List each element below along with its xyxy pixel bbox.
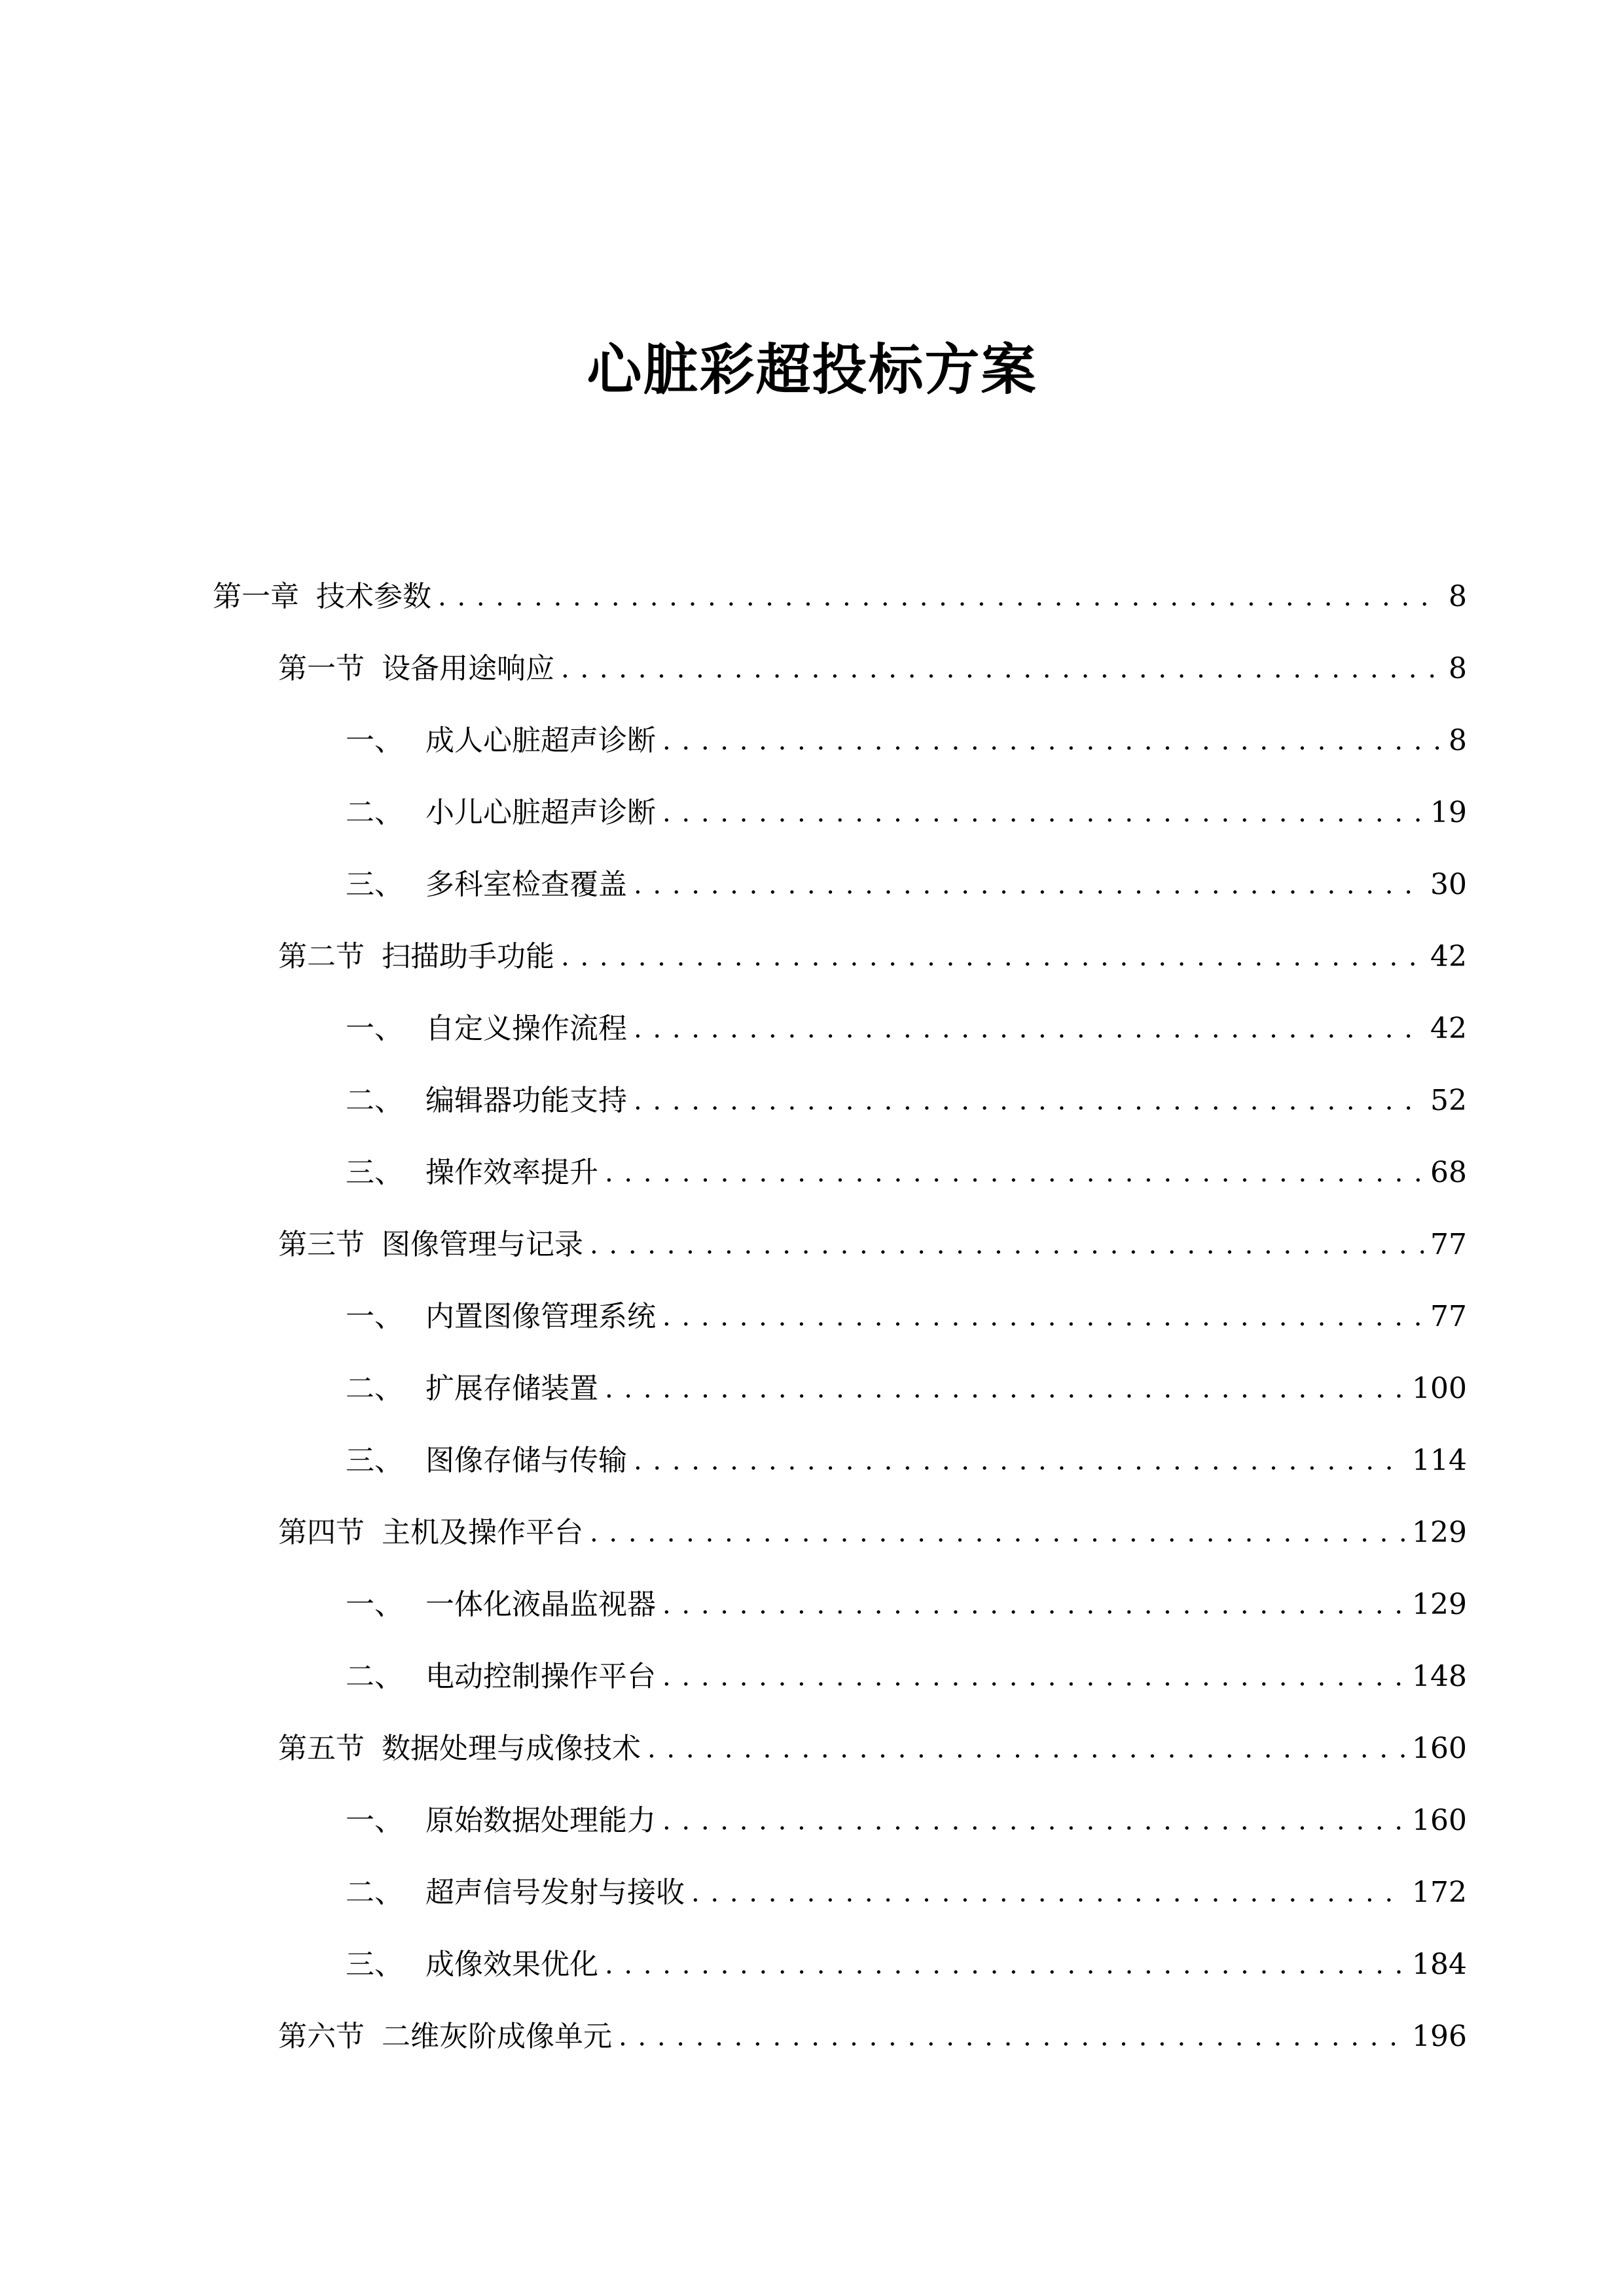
toc-dot-leader (590, 1219, 1424, 1271)
toc-entry-title: 自定义操作流程 (425, 1012, 627, 1045)
toc-dot-leader (438, 571, 1441, 623)
toc-entry-number: 三、 (346, 1444, 403, 1477)
toc-page-number: 100 (1412, 1372, 1467, 1405)
toc-dot-leader (634, 1003, 1424, 1055)
toc-entry-subsection[interactable] (346, 1579, 1467, 1631)
toc-entry-label (346, 1147, 598, 1199)
toc-entry-title: 一体化液晶监视器 (425, 1588, 656, 1621)
toc-entry-number: 一、 (346, 1804, 403, 1837)
toc-entry-section-3[interactable] (278, 1219, 1467, 1271)
toc-dot-leader (590, 1507, 1405, 1559)
toc-entry-label (278, 643, 554, 695)
toc-entry-label (346, 787, 656, 839)
toc-entry-number: 一、 (346, 1012, 403, 1045)
toc-entry-title: 电动控制操作平台 (425, 1660, 656, 1693)
toc-entry-section-6[interactable] (278, 2011, 1467, 2063)
toc-entry-number: 二、 (346, 1660, 403, 1693)
toc-entry-label (278, 931, 554, 983)
toc-entry-title: 图像管理与记录 (382, 1228, 583, 1261)
toc-entry-subsection[interactable] (346, 1363, 1467, 1415)
toc-entry-subsection[interactable] (346, 715, 1467, 767)
toc-entry-title: 多科室检查覆盖 (425, 868, 627, 901)
toc-entry-title: 小儿心脏超声诊断 (425, 796, 656, 829)
toc-page-number: 196 (1412, 2020, 1467, 2053)
toc-entry-subsection[interactable] (346, 1003, 1467, 1055)
toc-entry-number: 第二节 (278, 940, 365, 973)
toc-entry-title: 扩展存储装置 (425, 1372, 598, 1405)
toc-dot-leader (619, 2011, 1405, 2063)
toc-entry-label (346, 1795, 656, 1847)
toc-entry-title: 编辑器功能支持 (425, 1084, 627, 1117)
toc-entry-label (346, 859, 627, 911)
toc-entry-subsection[interactable] (346, 1291, 1467, 1343)
toc-dot-leader (662, 1795, 1405, 1847)
toc-entry-label (346, 1435, 627, 1487)
toc-entry-label (346, 1867, 685, 1919)
toc-entry-subsection[interactable] (346, 1147, 1467, 1199)
toc-entry-number: 第四节 (278, 1516, 365, 1549)
toc-entry-section-2[interactable] (278, 931, 1467, 983)
toc-entry-title: 成人心脏超声诊断 (425, 724, 656, 757)
toc-dot-leader (605, 1939, 1405, 1991)
toc-entry-number: 二、 (346, 1876, 403, 1909)
toc-page-number: 42 (1430, 1012, 1467, 1045)
toc-entry-number: 第六节 (278, 2020, 365, 2053)
toc-entry-subsection[interactable] (346, 1867, 1467, 1919)
toc-entry-subsection[interactable] (346, 1435, 1467, 1487)
toc-entry-subsection[interactable] (346, 787, 1467, 839)
toc-entry-number: 第一章 (213, 580, 299, 613)
toc-entry-label (346, 1651, 656, 1703)
toc-entry-number: 三、 (346, 1948, 403, 1981)
toc-entry-label (346, 1003, 627, 1055)
toc-entry-number: 三、 (346, 868, 403, 901)
toc-entry-number: 三、 (346, 1156, 403, 1189)
toc-entry-label (346, 1291, 656, 1343)
toc-entry-label (346, 1075, 627, 1127)
toc-entry-label (278, 1723, 641, 1775)
toc-entry-title: 技术参数 (316, 580, 431, 613)
toc-dot-leader (634, 859, 1424, 911)
toc-page-number: 52 (1430, 1084, 1467, 1117)
toc-entry-label (346, 1363, 598, 1415)
toc-dot-leader (691, 1867, 1405, 1919)
toc-entry-number: 二、 (346, 1084, 403, 1117)
toc-entry-title: 操作效率提升 (425, 1156, 598, 1189)
toc-page-number: 114 (1412, 1444, 1467, 1477)
toc-entry-label (346, 1939, 598, 1991)
toc-page-number: 19 (1430, 796, 1467, 829)
toc-entry-label (278, 1507, 583, 1559)
toc-entry-number: 一、 (346, 724, 403, 757)
toc-entry-subsection[interactable] (346, 1795, 1467, 1847)
toc-entry-label (346, 715, 656, 767)
toc-entry-subsection[interactable] (346, 1075, 1467, 1127)
toc-entry-title: 主机及操作平台 (382, 1516, 583, 1549)
toc-entry-subsection[interactable] (346, 1939, 1467, 1991)
toc-entry-title: 二维灰阶成像单元 (382, 2020, 612, 2053)
toc-page-number: 160 (1412, 1732, 1467, 1765)
toc-entry-title: 图像存储与传输 (425, 1444, 627, 1477)
toc-entry-subsection[interactable] (346, 859, 1467, 911)
toc-page-number: 8 (1449, 724, 1467, 757)
toc-entry-title: 超声信号发射与接收 (425, 1876, 685, 1909)
toc-page-number: 68 (1430, 1156, 1467, 1189)
toc-dot-leader (662, 1651, 1405, 1703)
toc-dot-leader (561, 643, 1441, 695)
toc-dot-leader (605, 1363, 1405, 1415)
toc-dot-leader (647, 1723, 1405, 1775)
toc-entry-subsection[interactable] (346, 1651, 1467, 1703)
toc-dot-leader (662, 1291, 1424, 1343)
toc-page-number: 77 (1430, 1300, 1467, 1333)
toc-dot-leader (634, 1435, 1405, 1487)
toc-entry-chapter-1[interactable] (213, 571, 1467, 623)
toc-entry-number: 一、 (346, 1300, 403, 1333)
toc-dot-leader (662, 715, 1441, 767)
toc-entry-section-5[interactable] (278, 1723, 1467, 1775)
toc-dot-leader (605, 1147, 1424, 1199)
toc-page-number: 8 (1449, 652, 1467, 685)
toc-page-number: 160 (1412, 1804, 1467, 1837)
toc-entry-section-4[interactable] (278, 1507, 1467, 1559)
toc-entry-number: 第五节 (278, 1732, 365, 1765)
toc-entry-number: 第三节 (278, 1228, 365, 1261)
toc-entry-title: 设备用途响应 (382, 652, 554, 685)
toc-entry-label (278, 2011, 612, 2063)
toc-page-number: 77 (1430, 1228, 1467, 1261)
toc-entry-title: 内置图像管理系统 (425, 1300, 656, 1333)
toc-entry-label (346, 1579, 656, 1631)
toc-entry-number: 一、 (346, 1588, 403, 1621)
toc-dot-leader (662, 787, 1424, 839)
toc-page-number: 148 (1412, 1660, 1467, 1693)
toc-page-number: 30 (1430, 868, 1467, 901)
toc-page-number: 184 (1412, 1948, 1467, 1981)
toc-page-number: 8 (1449, 580, 1467, 613)
toc-page-number: 172 (1412, 1876, 1467, 1909)
toc-entry-title: 数据处理与成像技术 (382, 1732, 641, 1765)
toc-dot-leader (634, 1075, 1424, 1127)
toc-dot-leader (662, 1579, 1405, 1631)
toc-entry-number: 二、 (346, 1372, 403, 1405)
toc-entry-number: 二、 (346, 796, 403, 829)
toc-entry-label (278, 1219, 583, 1271)
toc-entry-title: 扫描助手功能 (382, 940, 554, 973)
toc-entry-label (213, 571, 431, 623)
document-title: 心脏彩超投标方案 (586, 338, 1038, 402)
toc-page-number: 129 (1412, 1516, 1467, 1549)
toc-page-number: 42 (1430, 940, 1467, 973)
toc-page-number: 129 (1412, 1588, 1467, 1621)
toc-entry-number: 第一节 (278, 652, 365, 685)
toc-entry-title: 原始数据处理能力 (425, 1804, 656, 1837)
toc-entry-section-1[interactable] (278, 643, 1467, 695)
toc-entry-title: 成像效果优化 (425, 1948, 598, 1981)
toc-dot-leader (561, 931, 1424, 983)
